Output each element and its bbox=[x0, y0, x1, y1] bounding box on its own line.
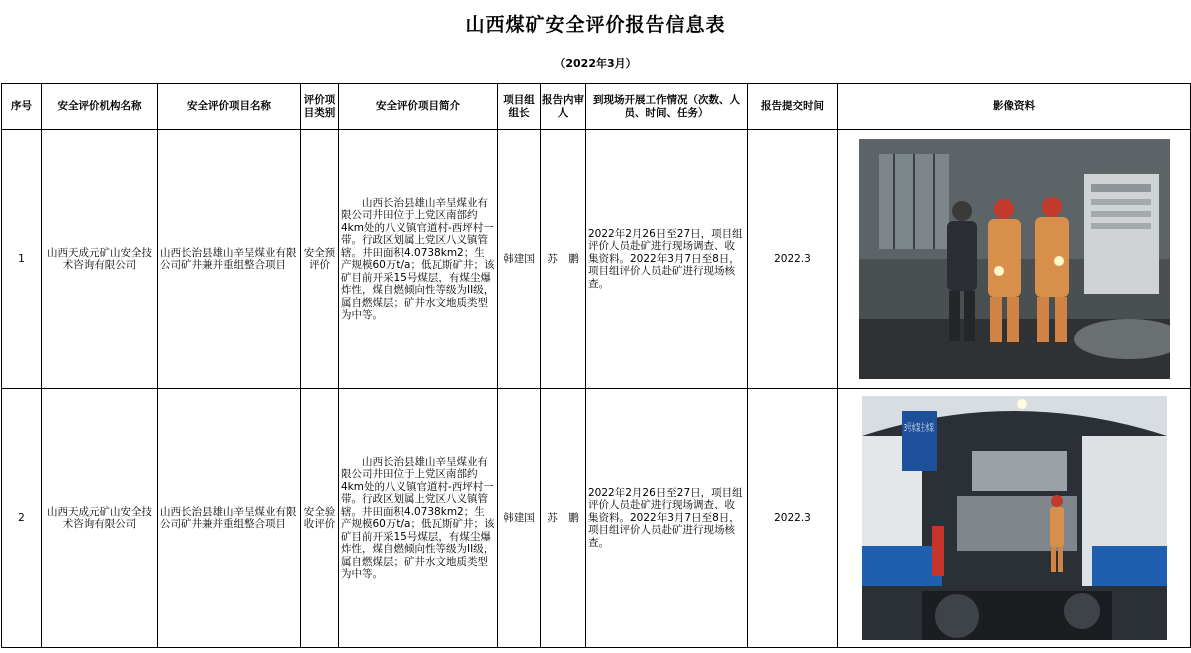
cell-type: 安全验收评价 bbox=[301, 389, 339, 648]
header-intro: 安全评价项目简介 bbox=[339, 84, 498, 130]
header-submit: 报告提交时间 bbox=[748, 84, 838, 130]
table-header-row bbox=[2, 84, 1191, 130]
cell-org: 山西天成元矿山安全技术咨询有限公司 bbox=[42, 130, 158, 389]
cell-images bbox=[838, 130, 1191, 389]
cell-submit: 2022.3 bbox=[748, 389, 838, 648]
header-type: 评价项目类别 bbox=[301, 84, 339, 130]
cell-work: 2022年2月26日至27日，项目组评价人员赴矿进行现场调查、收集资料。2022年3月7日至8日，项目组评价人员赴矿进行现场核查。 bbox=[586, 389, 748, 648]
header-project: 安全评价项目名称 bbox=[158, 84, 301, 130]
cell-intro: 山西长治县雄山辛呈煤业有限公司井田位于上党区南部约4km处的八义镇官道村-西坪村一带。行政区划属上党区八义镇管辖。井田面积4.0738km2；生产规模60万t/a；低瓦斯矿井；该矿目前开采15号煤层，有煤尘爆炸性，煤自燃倾向性等级为II级，属自燃煤层；矿井水文地质类型为中等。 bbox=[339, 389, 498, 648]
cell-images bbox=[838, 389, 1191, 648]
site-photo-pump-room bbox=[862, 396, 1167, 640]
header-images: 影像资料 bbox=[838, 84, 1191, 130]
cell-work: 2022年2月26日至27日，项目组评价人员赴矿进行现场调查、收集资料。2022年3月7日至8日，项目组评价人员赴矿进行现场核查。 bbox=[586, 130, 748, 389]
cell-reviewer: 苏 鹏 bbox=[541, 389, 586, 648]
cell-seq: 2 bbox=[2, 389, 42, 648]
cell-project: 山西长治县雄山辛呈煤业有限公司矿井兼并重组整合项目 bbox=[158, 130, 301, 389]
page-title: 山西煤矿安全评价报告信息表 bbox=[465, 14, 726, 36]
header-leader: 项目组组长 bbox=[498, 84, 541, 130]
report-table bbox=[1, 83, 1191, 648]
header-org: 安全评价机构名称 bbox=[42, 84, 158, 130]
cell-intro: 山西长治县雄山辛呈煤业有限公司井田位于上党区南部约4km处的八义镇官道村-西坪村一带。行政区划属上党区八义镇管辖。井田面积4.0738km2；生产规模60万t/a；低瓦斯矿井；该矿目前开采15号煤层，有煤尘爆炸性，煤自燃倾向性等级为II级，属自燃煤层；矿井水文地质类型为中等。 bbox=[339, 130, 498, 389]
cell-type: 安全预评价 bbox=[301, 130, 339, 389]
header-reviewer: 报告内审人 bbox=[541, 84, 586, 130]
header-work: 到现场开展工作情况（次数、人员、时间、任务） bbox=[586, 84, 748, 130]
cell-submit: 2022.3 bbox=[748, 130, 838, 389]
report-date: （2022年3月） bbox=[554, 57, 637, 70]
cell-leader: 韩建国 bbox=[498, 389, 541, 648]
table-row bbox=[2, 389, 1191, 648]
cell-seq: 1 bbox=[2, 130, 42, 389]
cell-leader: 韩建国 bbox=[498, 130, 541, 389]
pump-room-sign bbox=[904, 421, 934, 434]
table-row bbox=[2, 130, 1191, 389]
cell-org: 山西天成元矿山安全技术咨询有限公司 bbox=[42, 389, 158, 648]
cell-project: 山西长治县雄山辛呈煤业有限公司矿井兼并重组整合项目 bbox=[158, 389, 301, 648]
header-seq: 序号 bbox=[2, 84, 42, 130]
cell-reviewer: 苏 鹏 bbox=[541, 130, 586, 389]
site-photo-miners bbox=[859, 139, 1170, 379]
